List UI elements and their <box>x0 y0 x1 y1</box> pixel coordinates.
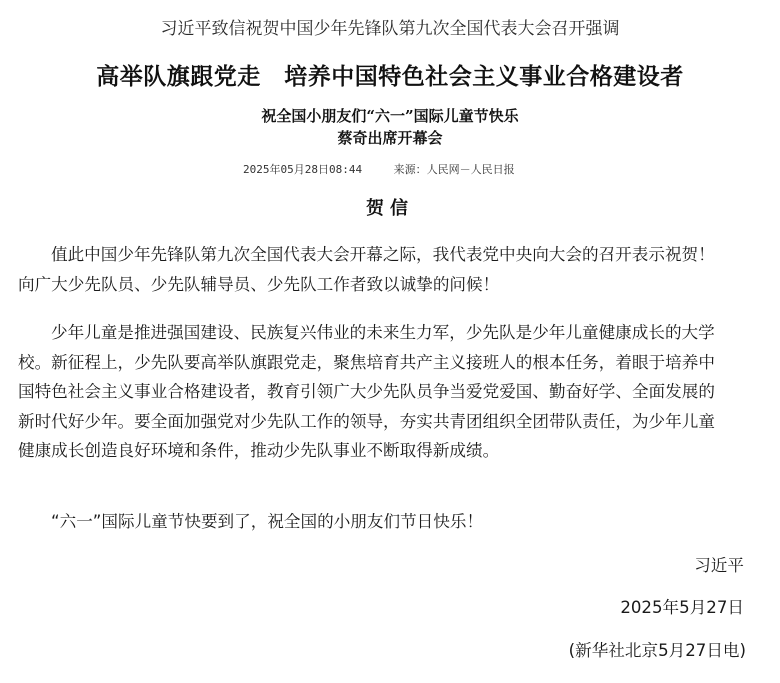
article-meta <box>243 162 515 178</box>
paragraph-line: 向广大少先队员、少先队辅导员、少先队工作者致以诚挚的问候！ <box>18 274 500 294</box>
publish-date: 2025年05月28日08:44 <box>243 163 363 176</box>
article-source: 来源：人民网－人民日报 <box>393 163 515 176</box>
paragraph-line: 国特色社会主义事业合格建设者，教育引领广大少先队员争当爱党爱国、勤奋好学、全面发展的 <box>18 382 715 401</box>
letter-paragraph-1 <box>18 240 766 299</box>
paragraph-line: 校。新征程上，少先队要高举队旗跟党走，聚焦培育共产主义接班人的根本任务，着眼于培养中 <box>18 352 715 372</box>
letter-signed-date: 2025年5月27日 <box>620 598 744 617</box>
paragraph-line: 健康成长创造良好环境和条件，推动少先队事业不断取得新成绩。 <box>18 441 500 460</box>
news-dateline: (新华社北京5月27日电) <box>568 641 746 660</box>
article-headline: 高举队旗跟党走 培养中国特色社会主义事业合格建设者 <box>96 64 684 90</box>
article-kicker: 习近平致信祝贺中国少年先锋队第九次全国代表大会召开强调 <box>160 19 620 39</box>
article-subtitle-2: 蔡奇出席开幕会 <box>337 129 443 147</box>
paragraph-line: 值此中国少年先锋队第九次全国代表大会开幕之际，我代表党中央向大会的召开表示祝贺！ <box>51 245 715 264</box>
paragraph-line: “六一”国际儿童节快要到了，祝全国的小朋友们节日快乐！ <box>51 512 484 531</box>
letter-title: 贺信 <box>366 198 414 219</box>
paragraph-line: 新时代好少年。要全面加强党对少先队工作的领导，夯实共青团组织全团带队责任，为少年儿童 <box>18 411 715 431</box>
letter-signature: 习近平 <box>694 556 744 575</box>
letter-paragraph-3 <box>18 507 766 537</box>
letter-paragraph-2 <box>18 318 766 466</box>
article-subtitle-1: 祝全国小朋友们“六一”国际儿童节快乐 <box>261 107 519 125</box>
paragraph-line: 少年儿童是推进强国建设、民族复兴伟业的未来生力军，少先队是少年儿童健康成长的大学 <box>51 323 715 342</box>
